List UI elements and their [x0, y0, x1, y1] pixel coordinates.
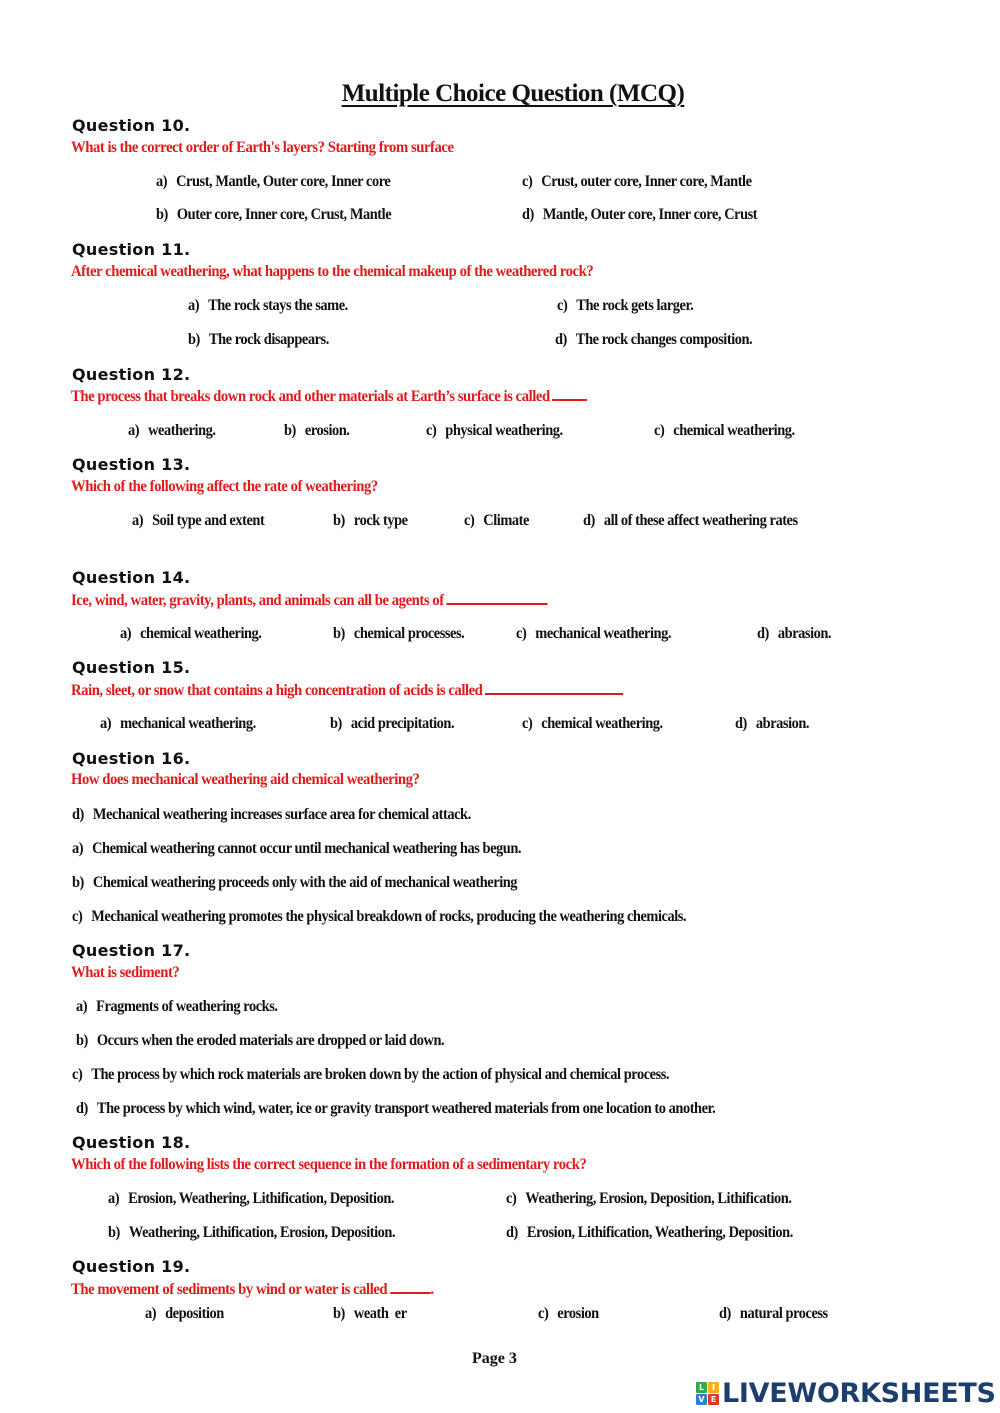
question-14-text — [71, 591, 548, 610]
question-12-option-c2[interactable] — [654, 422, 795, 440]
logo-letter-e: E — [708, 1394, 719, 1405]
option-letter: c) — [72, 908, 83, 925]
question-19-heading: Question 19. — [72, 1257, 191, 1276]
option-text: abrasion. — [777, 625, 832, 642]
question-19-option-b[interactable] — [333, 1305, 407, 1323]
question-19-text-body: The movement of sediments by wind or water is called — [71, 1281, 388, 1298]
question-10-text: What is the correct order of Earth's layers? Starting from surface — [71, 139, 454, 156]
option-letter: d) — [719, 1305, 731, 1322]
question-13-heading: Question 13. — [72, 455, 191, 474]
question-12-heading: Question 12. — [72, 365, 191, 384]
question-14-option-d[interactable] — [757, 625, 831, 643]
logo-wordmark: LIVEWORKSHEETS — [722, 1378, 996, 1409]
option-text: chemical weathering. — [541, 715, 663, 732]
option-letter: d) — [506, 1224, 518, 1241]
option-letter: a) — [120, 625, 132, 642]
option-text: erosion. — [304, 422, 350, 439]
answer-blank — [552, 387, 587, 401]
option-text: Fragments of weathering rocks. — [96, 998, 278, 1015]
option-text: rock type — [353, 512, 408, 529]
question-15-text-body: Rain, sleet, or snow that contains a high concentration of acids is called — [71, 682, 483, 699]
question-13-option-a[interactable] — [132, 512, 264, 530]
option-letter: a) — [72, 840, 84, 857]
option-text: all of these affect weathering rates — [603, 512, 798, 529]
option-text: deposition — [165, 1305, 224, 1322]
option-text: Crust, outer core, Inner core, Mantle — [541, 173, 752, 190]
question-11-text: After chemical weathering, what happens to the chemical makeup of the weathered rock? — [71, 263, 594, 280]
option-letter: a) — [128, 422, 140, 439]
question-15-option-c[interactable] — [522, 715, 663, 733]
page-title-text: Multiple Choice Question (MCQ) — [341, 80, 685, 107]
question-17-option-d[interactable] — [76, 1100, 715, 1118]
option-text: Weathering, Lithification, Erosion, Deposition. — [128, 1224, 396, 1241]
option-text: Chemical weathering cannot occur until mechanical weathering has begun. — [92, 840, 522, 857]
question-17-heading: Question 17. — [72, 941, 191, 960]
option-letter: b) — [76, 1032, 88, 1049]
option-text: natural process — [739, 1305, 828, 1322]
option-letter: a) — [132, 512, 144, 529]
option-text: Mechanical weathering increases surface area for chemical attack. — [92, 806, 471, 823]
option-text: chemical weathering. — [140, 625, 262, 642]
option-letter: b) — [284, 422, 296, 439]
option-letter: d) — [555, 331, 567, 348]
option-text: Mantle, Outer core, Inner core, Crust — [542, 206, 758, 223]
question-11-heading: Question 11. — [72, 240, 191, 259]
option-text: acid precipitation. — [350, 715, 455, 732]
option-text: The rock stays the same. — [208, 297, 348, 314]
option-text: The rock disappears. — [208, 331, 329, 348]
option-letter: d) — [72, 806, 84, 823]
question-16-option-c[interactable] — [72, 908, 686, 926]
question-18-text: Which of the following lists the correct sequence in the formation of a sedimentary rock? — [71, 1156, 587, 1173]
question-11-option-a[interactable] — [188, 297, 348, 315]
option-letter: a) — [156, 173, 168, 190]
question-18-heading: Question 18. — [72, 1133, 191, 1152]
option-text: The rock changes composition. — [575, 331, 753, 348]
option-letter: c) — [464, 512, 475, 529]
question-12-option-c[interactable] — [426, 422, 563, 440]
question-19-option-a[interactable] — [145, 1305, 224, 1323]
question-16-option-a[interactable] — [72, 840, 521, 858]
question-19-option-c[interactable] — [538, 1305, 599, 1323]
question-15-text — [71, 681, 623, 700]
question-17-option-c[interactable] — [72, 1066, 669, 1084]
question-13-option-b[interactable] — [333, 512, 408, 530]
logo-letter-i: I — [708, 1382, 719, 1393]
logo-squares-icon — [696, 1382, 719, 1405]
question-14-option-c[interactable] — [516, 625, 671, 643]
option-text: mechanical weathering. — [535, 625, 671, 642]
option-text: Chemical weathering proceeds only with the aid of mechanical weathering — [92, 874, 518, 891]
option-letter: b) — [72, 874, 84, 891]
question-19-text — [71, 1280, 434, 1299]
question-15-option-b[interactable] — [330, 715, 454, 733]
option-text: abrasion. — [755, 715, 810, 732]
question-19-option-d[interactable] — [719, 1305, 828, 1323]
question-16-heading: Question 16. — [72, 749, 191, 768]
option-text: erosion — [557, 1305, 599, 1322]
option-letter: c) — [516, 625, 527, 642]
question-13-option-c[interactable] — [464, 512, 529, 530]
question-14-option-b[interactable] — [333, 625, 464, 643]
question-13-text: Which of the following affect the rate of weathering? — [71, 478, 378, 495]
option-letter: b) — [333, 625, 345, 642]
question-10-heading: Question 10. — [72, 116, 191, 135]
logo-letter-v: V — [696, 1394, 707, 1405]
question-10-option-d[interactable] — [522, 206, 757, 224]
question-13-option-d[interactable] — [583, 512, 798, 530]
option-text: Climate — [483, 512, 529, 529]
option-letter: a) — [76, 998, 88, 1015]
option-text: chemical weathering. — [673, 422, 795, 439]
question-12-text — [71, 387, 587, 406]
question-17-text: What is sediment? — [71, 964, 180, 981]
option-letter: c) — [426, 422, 437, 439]
option-letter: c) — [557, 297, 568, 314]
question-15-option-a[interactable] — [100, 715, 256, 733]
option-letter: c) — [538, 1305, 549, 1322]
option-text: weathering. — [148, 422, 216, 439]
question-12-option-b[interactable] — [284, 422, 349, 440]
question-10-option-c[interactable] — [522, 173, 752, 191]
option-letter: b) — [333, 512, 345, 529]
option-text: The process by which rock materials are broken down by the action of physical and chemical process. — [91, 1066, 670, 1083]
option-letter: a) — [145, 1305, 157, 1322]
option-text: The process by which wind, water, ice or gravity transport weathered materials from one location to another. — [96, 1100, 716, 1117]
question-18-option-b[interactable] — [108, 1224, 395, 1242]
option-text: Erosion, Lithification, Weathering, Deposition. — [526, 1224, 793, 1241]
option-letter: b) — [156, 206, 168, 223]
option-text: Crust, Mantle, Outer core, Inner core — [176, 173, 391, 190]
page-number: Page 3 — [472, 1350, 517, 1367]
question-18-option-d[interactable] — [506, 1224, 793, 1242]
question-14-text-body: Ice, wind, water, gravity, plants, and animals can all be agents of — [71, 592, 444, 609]
question-12-text-body: The process that breaks down rock and other materials at Earth’s surface is called — [71, 388, 550, 405]
question-19-trailing: . — [430, 1281, 434, 1298]
question-10-option-a[interactable] — [156, 173, 390, 191]
option-letter: c) — [522, 173, 533, 190]
option-text: Mechanical weathering promotes the physical breakdown of rocks, producing the weathering chemicals. — [91, 908, 687, 925]
question-17-option-b[interactable] — [76, 1032, 444, 1050]
page-title — [0, 80, 1000, 108]
question-16-option-d[interactable] — [72, 806, 471, 824]
option-text: Outer core, Inner core, Crust, Mantle — [176, 206, 392, 223]
option-letter: a) — [100, 715, 112, 732]
option-letter: d) — [735, 715, 747, 732]
option-text: mechanical weathering. — [120, 715, 256, 732]
option-letter: d) — [522, 206, 534, 223]
option-letter: b) — [108, 1224, 120, 1241]
answer-blank — [485, 681, 623, 695]
option-text: Soil type and extent — [152, 512, 265, 529]
option-letter: b) — [188, 331, 200, 348]
option-text: chemical processes. — [353, 625, 465, 642]
option-letter: c) — [506, 1190, 517, 1207]
question-17-option-a[interactable] — [76, 998, 278, 1016]
option-letter: b) — [333, 1305, 345, 1322]
question-15-heading: Question 15. — [72, 658, 191, 677]
option-letter: c) — [654, 422, 665, 439]
question-16-option-b[interactable] — [72, 874, 517, 892]
liveworksheets-logo — [696, 1378, 996, 1409]
option-letter: a) — [188, 297, 200, 314]
question-18-option-a[interactable] — [108, 1190, 394, 1208]
question-18-option-c[interactable] — [506, 1190, 791, 1208]
question-14-option-a[interactable] — [120, 625, 261, 643]
option-letter: d) — [583, 512, 595, 529]
option-text: Erosion, Weathering, Lithification, Deposition. — [128, 1190, 395, 1207]
question-11-option-b[interactable] — [188, 331, 329, 349]
option-letter: c) — [72, 1066, 83, 1083]
question-16-text: How does mechanical weathering aid chemical weathering? — [71, 771, 420, 788]
question-15-option-d[interactable] — [735, 715, 809, 733]
option-letter: b) — [330, 715, 342, 732]
option-text: Occurs when the eroded materials are dropped or laid down. — [96, 1032, 445, 1049]
logo-letter-l: L — [696, 1382, 707, 1393]
answer-blank — [446, 591, 547, 605]
question-14-heading: Question 14. — [72, 568, 191, 587]
option-text: physical weathering. — [445, 422, 563, 439]
question-12-option-a[interactable] — [128, 422, 216, 440]
option-letter: a) — [108, 1190, 120, 1207]
question-10-option-b[interactable] — [156, 206, 391, 224]
option-letter: d) — [757, 625, 769, 642]
option-text: Weathering, Erosion, Deposition, Lithification. — [525, 1190, 792, 1207]
option-letter: c) — [522, 715, 533, 732]
option-text: The rock gets larger. — [576, 297, 694, 314]
option-letter: d) — [76, 1100, 88, 1117]
question-11-option-d[interactable] — [555, 331, 752, 349]
question-11-option-c[interactable] — [557, 297, 693, 315]
answer-blank — [390, 1280, 430, 1294]
option-text: weath er — [353, 1305, 407, 1322]
